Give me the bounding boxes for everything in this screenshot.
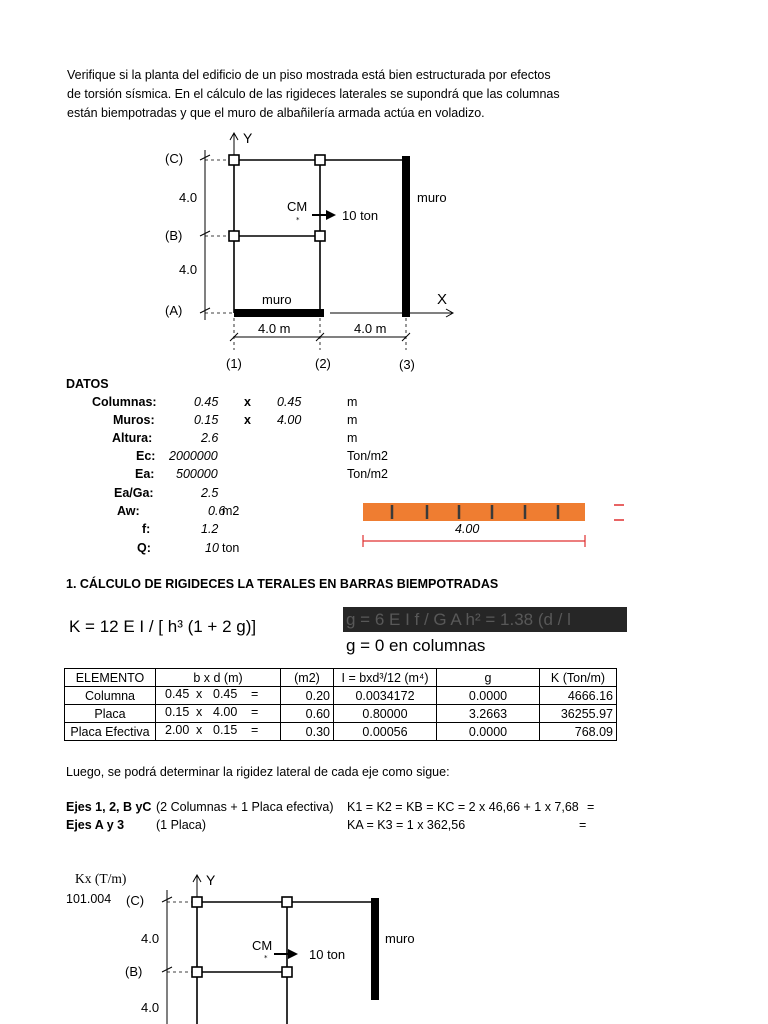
table-header: g <box>437 669 540 687</box>
datos-value: 2.6 <box>201 431 219 445</box>
columns <box>229 155 325 241</box>
eje-name: Ejes A y 3 <box>66 818 125 832</box>
row-label-a: (A) <box>165 303 183 318</box>
table-cell: 0.45 x 0.45 = <box>156 687 281 705</box>
row-label-b: (B) <box>125 964 143 979</box>
intro-line: de torsión sísmica. En el cálculo de las rigideces laterales se supondrá que las columnas <box>67 87 560 101</box>
table-cell: 0.00056 <box>334 723 437 741</box>
dimension-label: 4.0 m <box>258 321 291 336</box>
muro-wall <box>371 898 379 1000</box>
formula-g-zero: g = 0 en columnas <box>346 636 486 655</box>
datos-label: f: <box>142 522 151 536</box>
column-axis-label-3: (3) <box>399 357 415 372</box>
eje-formula: KA = K3 = 1 x 362,56 <box>347 818 466 832</box>
table-row <box>65 705 617 723</box>
svg-text:*: * <box>296 216 300 224</box>
datos-label: Altura: <box>112 431 153 445</box>
datos-unit: m2 <box>222 504 240 518</box>
table-cell: Placa Efectiva <box>65 723 156 741</box>
table-cell: 0.30 <box>281 723 334 741</box>
muro-label-right: muro <box>417 190 447 205</box>
force-arrowhead <box>288 949 298 959</box>
datos-label: Ea: <box>135 467 155 481</box>
eje-equals: = <box>579 818 587 832</box>
table-cell: 36255.97 <box>540 705 617 723</box>
formula-g-box <box>343 607 627 632</box>
table-cell: 0.80000 <box>334 705 437 723</box>
table-cell: 4666.16 <box>540 687 617 705</box>
row-label-c: (C) <box>165 151 184 166</box>
stiffness-table <box>64 668 617 741</box>
table-header: b x d (m) <box>156 669 281 687</box>
datos-unit: ton <box>222 541 240 555</box>
span-label: 4.0 <box>141 931 160 946</box>
intro-line: están biempotradas y que el muro de albañilería armada actúa en voladizo. <box>67 106 485 120</box>
datos-row <box>0 467 400 485</box>
row-label-c: (C) <box>126 893 145 908</box>
table-cell: Placa <box>65 705 156 723</box>
table-cell: 3.2663 <box>437 705 540 723</box>
table-header-row <box>65 669 617 687</box>
muro-wall-bottom <box>234 309 324 317</box>
datos-value: 1.2 <box>201 522 219 536</box>
datos-row <box>0 431 400 449</box>
table-cell: 0.60 <box>281 705 334 723</box>
section-title: 1. CÁLCULO DE RIGIDECES LA TERALES EN BARRAS BIEMPOTRADAS <box>66 577 499 591</box>
wall-bar <box>363 503 585 521</box>
datos-times: x <box>244 395 251 409</box>
formula-k: K = 12 E I / [ h³ (1 + 2 g)] <box>69 617 257 636</box>
datos-row <box>0 504 400 522</box>
datos-value: 500000 <box>176 467 218 481</box>
datos-unit: m <box>347 413 358 427</box>
table-cell: 768.09 <box>540 723 617 741</box>
datos-value: 2000000 <box>169 449 218 463</box>
kx-value: 101.004 <box>66 892 112 906</box>
datos-row <box>0 486 400 504</box>
datos-label: Aw: <box>117 504 140 518</box>
table-cell: Columna <box>65 687 156 705</box>
span-label: 4.0 <box>179 262 198 277</box>
datos-value-2: 4.00 <box>277 413 302 427</box>
span-label: 4.0 <box>141 1000 160 1015</box>
eje-desc: (1 Placa) <box>156 818 207 832</box>
datos-value: 2.5 <box>201 486 219 500</box>
formula-g-dark: g = 6 E I f / G A h² = 1.38 (d / l <box>346 610 571 629</box>
x-axis-label: X <box>437 291 448 308</box>
table-cell: 0.0034172 <box>334 687 437 705</box>
datos-row <box>0 449 400 467</box>
row-label-b: (B) <box>165 228 183 243</box>
eje-desc: (2 Columnas + 1 Placa efectiva) <box>156 800 334 814</box>
muro-wall-right <box>402 156 410 317</box>
eje-name: Ejes 1, 2, B yC <box>66 800 152 814</box>
column-axis-label-2: (2) <box>315 356 331 371</box>
column-axis-label-1: (1) <box>226 356 242 371</box>
intro-line: Verifique si la planta del edificio de un piso mostrada está bien estructurada por efectos <box>67 68 551 82</box>
table-row <box>65 687 617 705</box>
datos-title: DATOS <box>66 377 109 391</box>
datos-value: 0.15 <box>194 413 219 427</box>
bar-length-label: 4.00 <box>455 522 480 536</box>
table-header: (m2) <box>281 669 334 687</box>
datos-unit: Ton/m2 <box>347 449 388 463</box>
datos-value-2: 0.45 <box>277 395 302 409</box>
datos-times: x <box>244 413 251 427</box>
datos-value: 10 <box>205 541 219 555</box>
muro-label: muro <box>385 931 415 946</box>
table-row <box>65 723 617 741</box>
datos-unit: m <box>347 395 358 409</box>
force-label: 10 ton <box>342 208 379 223</box>
datos-label: Columnas: <box>92 395 157 409</box>
datos-label: Ec: <box>136 449 156 463</box>
cm-label: CM <box>252 938 273 953</box>
datos-label: Q: <box>137 541 151 555</box>
eje-equals: = <box>587 800 595 814</box>
table-cell: 2.00 x 0.15 = <box>156 723 281 741</box>
datos-row <box>0 541 400 559</box>
table-header: I = bxd³/12 (m⁴) <box>334 669 437 687</box>
cm-label: CM <box>287 199 308 214</box>
table-header: K (Ton/m) <box>540 669 617 687</box>
table-cell: 0.0000 <box>437 687 540 705</box>
table-cell: 0.0000 <box>437 723 540 741</box>
force-arrowhead <box>326 210 336 220</box>
y-axis-label: Y <box>206 872 216 888</box>
datos-row <box>0 413 400 431</box>
datos-unit: Ton/m2 <box>347 467 388 481</box>
kx-label: Kx (T/m) <box>75 871 127 886</box>
datos-value: 0.45 <box>194 395 219 409</box>
muro-label-bottom: muro <box>262 292 292 307</box>
table-cell: 0.15 x 4.00 = <box>156 705 281 723</box>
frame-lines <box>197 902 375 1024</box>
table-header: ELEMENTO <box>65 669 156 687</box>
datos-unit: m <box>347 431 358 445</box>
span-label: 4.0 <box>179 190 198 205</box>
datos-label: Ea/Ga: <box>114 486 154 500</box>
svg-text:*: * <box>264 954 268 962</box>
eje-formula: K1 = K2 = KB = KC = 2 x 46,66 + 1 x 7,68 <box>347 800 579 814</box>
floor-plan-figure-2 <box>0 860 768 1024</box>
wall-bar-diagram <box>355 495 635 555</box>
datos-row <box>0 395 400 413</box>
y-axis-label: Y <box>243 130 253 146</box>
datos-label: Muros: <box>113 413 155 427</box>
force-label: 10 ton <box>309 947 346 962</box>
dimension-label: 4.0 m <box>354 321 387 336</box>
datos-value: 0.6 <box>208 504 226 518</box>
columns <box>192 897 292 977</box>
table-cell: 0.20 <box>281 687 334 705</box>
datos-row <box>0 522 400 540</box>
luego-text: Luego, se podrá determinar la rigidez lateral de cada eje como sigue: <box>66 765 450 779</box>
